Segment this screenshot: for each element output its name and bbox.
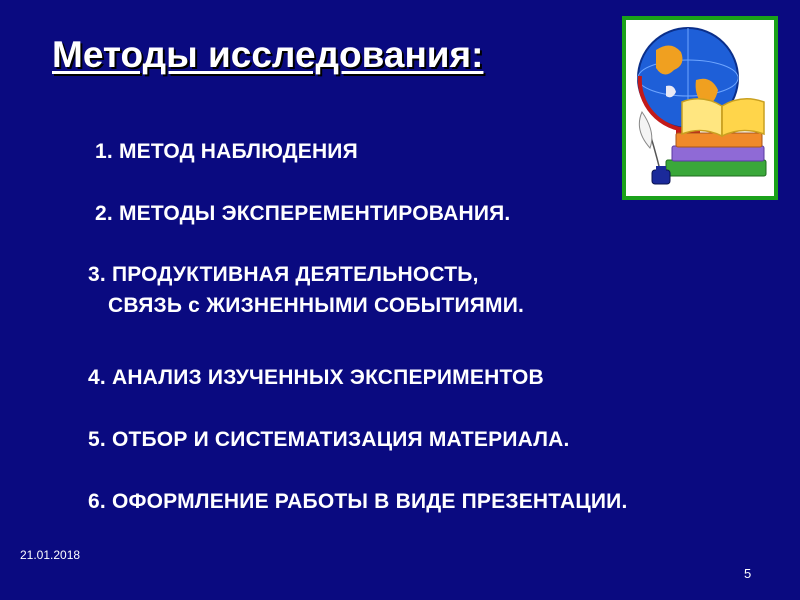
list-item-1: 1. МЕТОД НАБЛЮДЕНИЯ [95,140,358,163]
list-item-5: 5. ОТБОР И СИСТЕМАТИЗАЦИЯ МАТЕРИАЛА. [88,428,570,451]
slide-title: Методы исследования: [52,34,484,75]
slide-page-number: 5 [744,566,752,581]
list-item-2: 2. МЕТОДЫ ЭКСПЕРЕМЕНТИРОВАНИЯ. [95,202,511,225]
list-item-3-line-1: 3. ПРОДУКТИВНАЯ ДЕЯТЕЛЬНОСТЬ, [88,263,479,286]
list-item-4: 4. АНАЛИЗ ИЗУЧЕННЫХ ЭКСПЕРИМЕНТОВ [88,366,544,389]
globe-books-quill-icon [622,16,778,200]
list-item-3-line-2: СВЯЗЬ с ЖИЗНЕННЫМИ СОБЫТИЯМИ. [108,294,525,317]
list-item-6: 6. ОФОРМЛЕНИЕ РАБОТЫ В ВИДЕ ПРЕЗЕНТАЦИИ. [88,490,628,513]
slide-date: 21.01.2018 [20,548,81,562]
